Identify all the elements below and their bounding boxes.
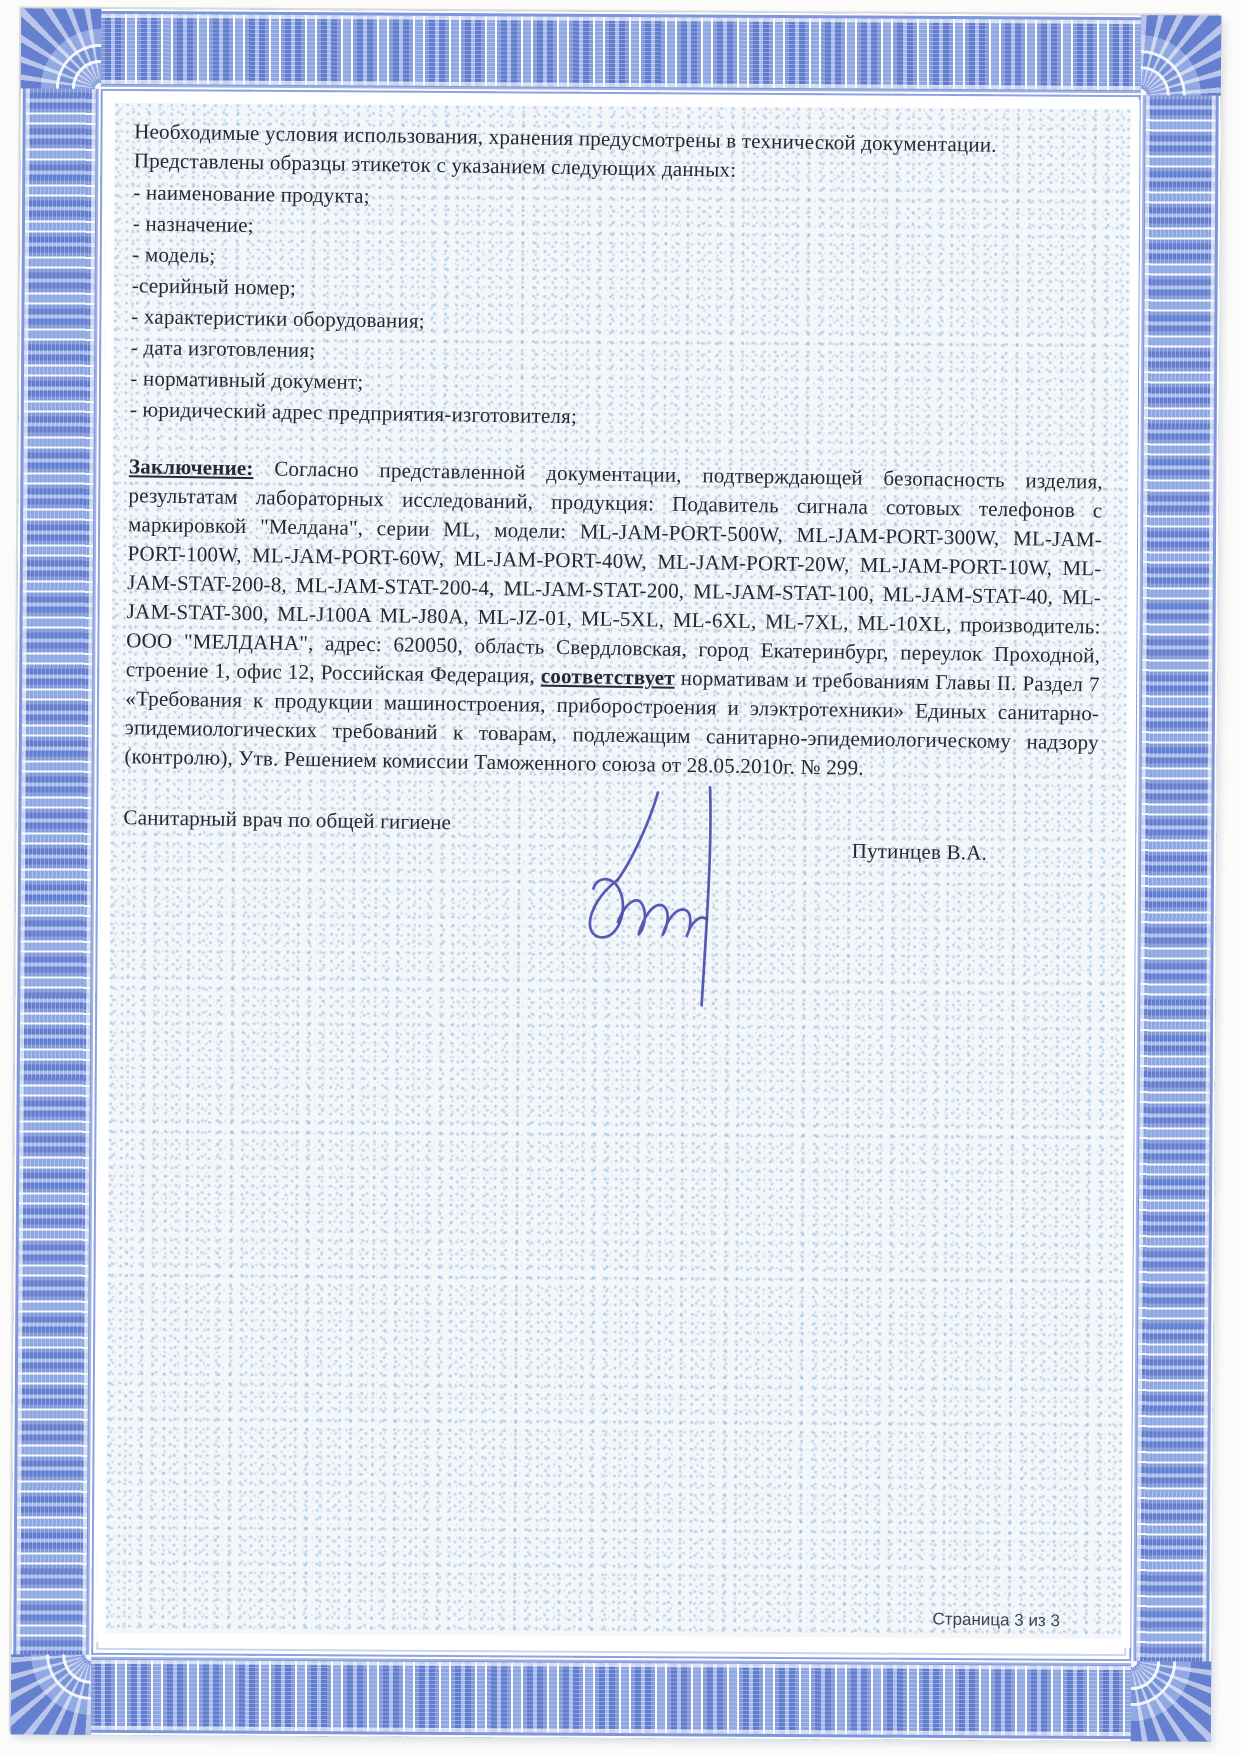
list-item: - нормативный документ; <box>130 366 364 394</box>
guilloche-border-right <box>1131 15 1222 1741</box>
page-body <box>105 103 1130 1639</box>
corner-ornament-bottom-right <box>1131 1661 1211 1741</box>
signatory-name: Путинцев В.А. <box>851 838 988 865</box>
corner-ornament-top-left <box>21 8 101 88</box>
corner-ornament-top-right <box>1141 15 1221 95</box>
guilloche-border-top <box>99 9 1143 95</box>
guilloche-border-left <box>11 8 102 1734</box>
certificate-page <box>11 8 1222 1741</box>
list-item: - юридический адрес предприятия-изготовителя; <box>129 397 578 429</box>
conclusion-paragraph <box>124 452 1103 786</box>
label-data-list <box>130 177 1108 440</box>
guilloche-border-bottom <box>89 1655 1133 1741</box>
conclusion-body-part1: Согласно представленной документации, подтверждающей безопасность изделия, результатам лабораторных исследований, продукция: Подавитель сигнала сотовых телефонов с маркировкой "Мелдана", серии ML, модели: ML-JAM-PORT-500W, ML-JAM-PORT-300W, ML-JAM-PORT-100W, ML-JAM-PORT-60W, ML-JAM-PORT-40W, ML-JAM-PORT-20W, ML-JAM-PORT-10W, ML-JAM-STAT-200-8, ML-JAM-STAT-200-4, ML-JAM-STAT-200, ML-JAM-STAT-100, ML-JAM-STAT-40, ML-JAM-STAT-300, ML-J100A ML-J80A, ML-JZ-01, ML-5XL, ML-6XL, ML-7XL, ML-10XL, производитель: ООО "МЕЛДАНА", адрес: 620050, область Свердловская, город Екатеринбург, переулок Проходной, строение 1, офис 12, Российская Федерация, <box>125 456 1104 688</box>
list-item: - дата изготовления; <box>130 335 316 363</box>
conclusion-label: Заключение: <box>128 454 254 481</box>
paragraph-usage-conditions: Необходимые условия использования, хранения предусмотрены в технической документации. <box>134 119 997 157</box>
conclusion-body-part2: нормативам и требованиям Главы II. Раздел 7 «Требования к продукции машиностроения, приборостроения и элэктротехники» Единых санитарно-эпидемиологических требований к товарам, подлежащим санитарно-эпидемиологическому надзору (контролю), Утв. Решением комиссии Таможенного союза от 28.05.2010г. № 299. <box>124 665 1100 780</box>
list-item: -серийный номер; <box>131 273 297 300</box>
corner-ornament-bottom-left <box>11 1654 91 1734</box>
handwritten-signature <box>559 778 753 1013</box>
list-item: - характеристики оборудования; <box>131 304 425 333</box>
page-number: Страница 3 из 3 <box>931 1609 1060 1631</box>
signature-block <box>123 803 1098 869</box>
list-item: - назначение; <box>132 211 254 238</box>
list-item: - модель; <box>132 242 216 268</box>
document-text <box>103 103 1131 870</box>
signatory-title: Санитарный врач по общей гигиене <box>123 805 452 835</box>
paragraph-labels-intro: Представлены образцы этикеток с указанием следующих данных: <box>133 148 737 182</box>
list-item: - наименование продукта; <box>133 180 370 208</box>
conclusion-emphasis: соответствует <box>540 663 675 690</box>
